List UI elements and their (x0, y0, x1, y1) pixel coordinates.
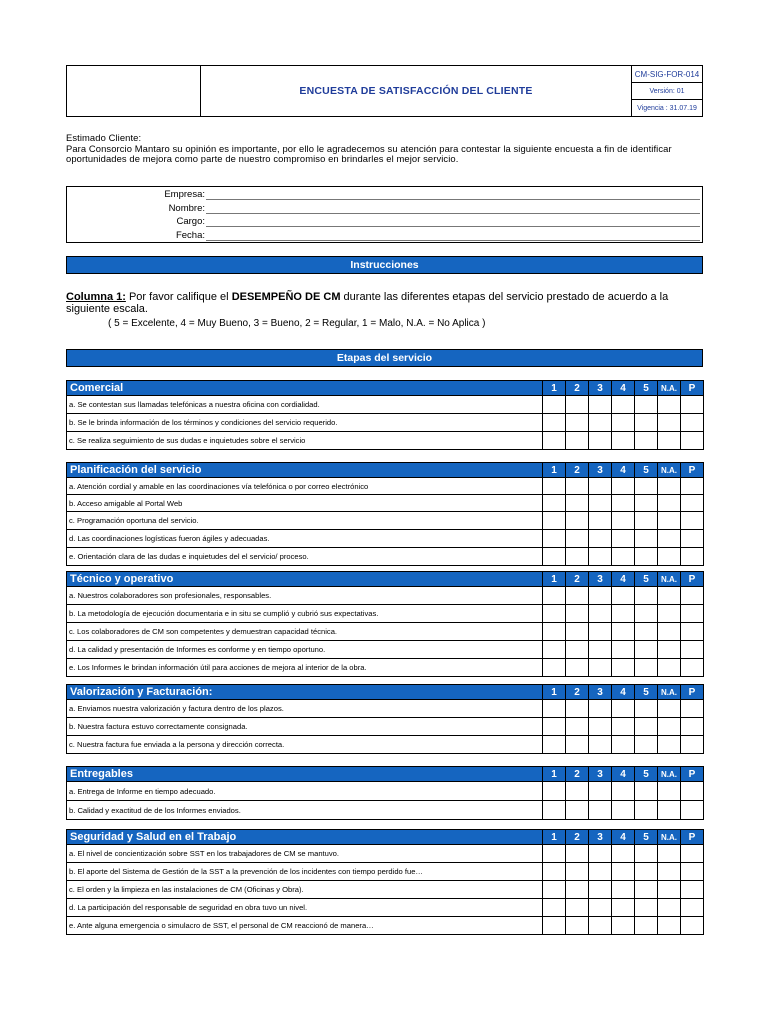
rating-cell[interactable] (658, 495, 681, 512)
rating-cell[interactable] (658, 736, 681, 754)
question-row (67, 512, 704, 530)
rating-cell[interactable] (589, 881, 612, 899)
rating-cell[interactable] (612, 512, 635, 530)
rating-cell[interactable] (612, 917, 635, 935)
rating-cell[interactable] (612, 736, 635, 754)
rating-cell[interactable] (681, 478, 704, 495)
client-label: Nombre: (168, 203, 205, 214)
rating-cell[interactable] (566, 881, 589, 899)
rating-cell[interactable] (658, 548, 681, 566)
rating-cell[interactable] (658, 863, 681, 881)
rating-cell[interactable] (635, 478, 658, 495)
rating-column-header: N.A. (658, 685, 681, 700)
rating-column-header: 1 (543, 572, 566, 587)
section-name: Seguridad y Salud en el Trabajo (67, 830, 543, 845)
rating-column-header: 5 (635, 381, 658, 396)
rating-cell[interactable] (635, 530, 658, 548)
rating-cell[interactable] (612, 782, 635, 801)
rating-cell[interactable] (658, 659, 681, 677)
rating-cell[interactable] (658, 605, 681, 623)
question-row (67, 432, 704, 450)
question-text: c. Programación oportuna del servicio. (67, 512, 543, 530)
rating-column-header: P (681, 685, 704, 700)
rating-cell[interactable] (635, 396, 658, 414)
form-header (66, 65, 703, 117)
section-header-row (67, 685, 704, 700)
rating-cell[interactable] (612, 659, 635, 677)
rating-cell[interactable] (681, 548, 704, 566)
rating-cell[interactable] (566, 605, 589, 623)
question-text: a. Nuestros colaboradores son profesionales, responsables. (67, 587, 543, 605)
section-name: Comercial (67, 381, 543, 396)
rating-column-header: 5 (635, 685, 658, 700)
client-label: Fecha: (175, 230, 205, 241)
rating-cell[interactable] (589, 782, 612, 801)
question-text: e. Orientación clara de las dudas e inquietudes del el servicio/ proceso. (67, 548, 543, 566)
question-text: d. La participación del responsable de seguridad en obra tuvo un nivel. (67, 899, 543, 917)
question-row (67, 530, 704, 548)
rating-cell[interactable] (681, 495, 704, 512)
question-row (67, 845, 704, 863)
rating-cell[interactable] (681, 414, 704, 432)
rating-column-header: 3 (589, 572, 612, 587)
rating-cell[interactable] (566, 863, 589, 881)
rating-cell[interactable] (566, 495, 589, 512)
client-label: Cargo: (176, 216, 205, 227)
section-name: Técnico y operativo (67, 572, 543, 587)
rating-cell[interactable] (681, 881, 704, 899)
rating-cell[interactable] (612, 605, 635, 623)
rating-column-header: 4 (612, 685, 635, 700)
question-row (67, 641, 704, 659)
rating-cell[interactable] (589, 801, 612, 820)
question-text: d. Las coordinaciones logísticas fueron ágiles y adecuadas. (67, 530, 543, 548)
rating-cell[interactable] (612, 845, 635, 863)
rating-cell[interactable] (612, 863, 635, 881)
question-text: b. Acceso amigable al Portal Web (67, 495, 543, 512)
question-text: a. Se contestan sus llamadas telefónicas a nuestra oficina con cordialidad. (67, 396, 543, 414)
rating-cell[interactable] (566, 845, 589, 863)
rating-column-header: 4 (612, 767, 635, 782)
client-label: Empresa: (164, 189, 205, 200)
question-row (67, 917, 704, 935)
rating-column-header: 3 (589, 830, 612, 845)
rating-cell[interactable] (543, 414, 566, 432)
rating-column-header: 2 (566, 572, 589, 587)
rating-cell[interactable] (635, 782, 658, 801)
question-text: e. Ante alguna emergencia o simulacro de SST, el personal de CM reaccionó de manera… (67, 917, 543, 935)
question-row (67, 700, 704, 718)
rating-column-header: 3 (589, 685, 612, 700)
question-text: d. La calidad y presentación de Informes es conforme y en tiempo oportuno. (67, 641, 543, 659)
question-text: a. Enviamos nuestra valorización y factura dentro de los plazos. (67, 700, 543, 718)
column1-instructions (66, 291, 706, 315)
rating-cell[interactable] (635, 881, 658, 899)
rating-cell[interactable] (612, 801, 635, 820)
rating-cell[interactable] (658, 782, 681, 801)
rating-cell[interactable] (635, 605, 658, 623)
rating-column-header: 3 (589, 463, 612, 478)
rating-cell[interactable] (589, 700, 612, 718)
rating-cell[interactable] (566, 432, 589, 450)
rating-cell[interactable] (612, 530, 635, 548)
rating-cell[interactable] (635, 587, 658, 605)
rating-cell[interactable] (612, 881, 635, 899)
logo-placeholder (67, 66, 201, 116)
rating-cell[interactable] (543, 495, 566, 512)
section-table (66, 571, 704, 677)
rating-cell[interactable] (681, 432, 704, 450)
intro-body: Para Consorcio Mantaro su opinión es importante, por ello le agradecemos su atención para contestar la siguiente encuesta a fin de identificar oportunidades de mejora como parte de nuestro compromiso en brindarles el mejor servicio. (66, 142, 672, 165)
rating-cell[interactable] (589, 587, 612, 605)
rating-cell[interactable] (566, 512, 589, 530)
rating-cell[interactable] (566, 396, 589, 414)
section-table (66, 684, 704, 754)
question-text: a. Atención cordial y amable en las coordinaciones vía telefónica o por correo electrónico (67, 478, 543, 495)
rating-cell[interactable] (589, 718, 612, 736)
rating-column-header: P (681, 463, 704, 478)
rating-column-header: 1 (543, 830, 566, 845)
column1-text-before: Por favor califique el (125, 291, 232, 303)
rating-cell[interactable] (635, 718, 658, 736)
rating-column-header: 2 (566, 381, 589, 396)
rating-column-header: 5 (635, 572, 658, 587)
intro-greeting: Estimado Cliente: (66, 132, 142, 143)
rating-cell[interactable] (681, 917, 704, 935)
rating-column-header: 2 (566, 463, 589, 478)
rating-column-header: 3 (589, 381, 612, 396)
rating-cell[interactable] (658, 641, 681, 659)
rating-cell[interactable] (589, 659, 612, 677)
section-header-row (67, 381, 704, 396)
section-name: Planificación del servicio (67, 463, 543, 478)
rating-cell[interactable] (566, 917, 589, 935)
rating-cell[interactable] (612, 478, 635, 495)
rating-column-header: 5 (635, 463, 658, 478)
rating-cell[interactable] (681, 396, 704, 414)
instructions-bar: Instrucciones (66, 256, 703, 274)
rating-cell[interactable] (681, 863, 704, 881)
rating-cell[interactable] (658, 512, 681, 530)
rating-cell[interactable] (681, 530, 704, 548)
rating-cell[interactable] (589, 605, 612, 623)
question-row (67, 495, 704, 512)
rating-cell[interactable] (635, 736, 658, 754)
rating-column-header: 1 (543, 463, 566, 478)
rating-cell[interactable] (543, 530, 566, 548)
section-header-row (67, 767, 704, 782)
rating-cell[interactable] (658, 530, 681, 548)
role-field-line[interactable] (206, 226, 700, 227)
rating-cell[interactable] (658, 587, 681, 605)
question-row (67, 863, 704, 881)
rating-cell[interactable] (681, 801, 704, 820)
form-code: CM-SIG-FOR-014 (631, 66, 702, 83)
rating-cell[interactable] (566, 548, 589, 566)
rating-column-header: 1 (543, 685, 566, 700)
rating-cell[interactable] (612, 623, 635, 641)
rating-cell[interactable] (543, 718, 566, 736)
rating-column-header: 4 (612, 572, 635, 587)
question-row (67, 801, 704, 820)
date-field-line[interactable] (206, 240, 700, 241)
rating-column-header: N.A. (658, 381, 681, 396)
rating-scale-legend: ( 5 = Excelente, 4 = Muy Bueno, 3 = Bueno, 2 = Regular, 1 = Malo, N.A. = No Aplica ) (108, 318, 486, 329)
rating-cell[interactable] (681, 659, 704, 677)
rating-cell[interactable] (658, 396, 681, 414)
rating-column-header: 3 (589, 767, 612, 782)
rating-cell[interactable] (589, 478, 612, 495)
rating-cell[interactable] (543, 881, 566, 899)
client-row-name[interactable] (67, 202, 702, 215)
rating-cell[interactable] (658, 623, 681, 641)
rating-cell[interactable] (543, 845, 566, 863)
rating-column-header: 4 (612, 830, 635, 845)
rating-cell[interactable] (635, 641, 658, 659)
rating-cell[interactable] (589, 548, 612, 566)
rating-cell[interactable] (566, 899, 589, 917)
rating-cell[interactable] (589, 495, 612, 512)
rating-cell[interactable] (543, 782, 566, 801)
rating-cell[interactable] (658, 845, 681, 863)
rating-cell[interactable] (566, 530, 589, 548)
client-row-date[interactable] (67, 229, 702, 242)
rating-column-header: 5 (635, 767, 658, 782)
rating-cell[interactable] (658, 881, 681, 899)
question-text: b. El aporte del Sistema de Gestión de la SST a la prevención de los incidentes con tiempo perdido fue… (67, 863, 543, 881)
rating-cell[interactable] (635, 801, 658, 820)
rating-cell[interactable] (566, 718, 589, 736)
question-text: c. Los colaboradores de CM son competentes y demuestran capacidad técnica. (67, 623, 543, 641)
rating-cell[interactable] (543, 899, 566, 917)
column1-emphasis: DESEMPEÑO DE CM (231, 291, 341, 303)
rating-cell[interactable] (635, 414, 658, 432)
rating-cell[interactable] (543, 659, 566, 677)
rating-cell[interactable] (612, 432, 635, 450)
rating-cell[interactable] (543, 587, 566, 605)
section-header-row (67, 572, 704, 587)
rating-cell[interactable] (635, 659, 658, 677)
rating-cell[interactable] (543, 548, 566, 566)
rating-cell[interactable] (589, 845, 612, 863)
rating-cell[interactable] (543, 801, 566, 820)
rating-cell[interactable] (635, 899, 658, 917)
rating-cell[interactable] (681, 623, 704, 641)
rating-cell[interactable] (566, 736, 589, 754)
stages-bar: Etapas del servicio (66, 349, 703, 367)
question-text: b. Se le brinda información de los términos y condiciones del servicio requerido. (67, 414, 543, 432)
question-row (67, 548, 704, 566)
section-table (66, 766, 704, 820)
rating-cell[interactable] (635, 700, 658, 718)
section-header-row (67, 830, 704, 845)
question-row (67, 414, 704, 432)
rating-cell[interactable] (612, 396, 635, 414)
rating-cell[interactable] (658, 432, 681, 450)
client-row-role[interactable] (67, 215, 702, 228)
rating-cell[interactable] (612, 718, 635, 736)
rating-column-header: N.A. (658, 572, 681, 587)
form-version: Versión: 01 (631, 83, 702, 100)
rating-column-header: 4 (612, 381, 635, 396)
column1-label: Columna 1: (66, 291, 126, 303)
company-field-line[interactable] (206, 199, 700, 200)
rating-column-header: N.A. (658, 830, 681, 845)
rating-cell[interactable] (635, 548, 658, 566)
rating-cell[interactable] (589, 899, 612, 917)
rating-cell[interactable] (566, 587, 589, 605)
question-row (67, 659, 704, 677)
rating-cell[interactable] (543, 917, 566, 935)
rating-cell[interactable] (658, 899, 681, 917)
question-text: a. El nivel de concientización sobre SST en los trabajadores de CM se mantuvo. (67, 845, 543, 863)
rating-cell[interactable] (635, 863, 658, 881)
rating-cell[interactable] (612, 414, 635, 432)
rating-cell[interactable] (658, 917, 681, 935)
question-text: a. Entrega de Informe en tiempo adecuado. (67, 782, 543, 801)
question-row (67, 782, 704, 801)
rating-cell[interactable] (589, 530, 612, 548)
rating-cell[interactable] (566, 641, 589, 659)
section-table (66, 829, 704, 935)
rating-column-header: P (681, 572, 704, 587)
rating-column-header: P (681, 381, 704, 396)
question-text: b. La metodología de ejecución documentaria e in situ se cumplió y cubrió sus expectativas. (67, 605, 543, 623)
rating-cell[interactable] (658, 478, 681, 495)
rating-cell[interactable] (543, 623, 566, 641)
question-row (67, 396, 704, 414)
rating-cell[interactable] (681, 641, 704, 659)
rating-cell[interactable] (543, 512, 566, 530)
rating-cell[interactable] (589, 736, 612, 754)
rating-cell[interactable] (658, 700, 681, 718)
rating-column-header: 2 (566, 830, 589, 845)
rating-cell[interactable] (635, 623, 658, 641)
rating-cell[interactable] (566, 623, 589, 641)
section-name: Valorización y Facturación: (67, 685, 543, 700)
intro-text (66, 133, 706, 165)
rating-cell[interactable] (543, 641, 566, 659)
rating-cell[interactable] (612, 899, 635, 917)
question-row (67, 478, 704, 495)
question-row (67, 605, 704, 623)
client-row-company[interactable] (67, 188, 702, 201)
rating-cell[interactable] (681, 587, 704, 605)
rating-cell[interactable] (589, 414, 612, 432)
section-name: Entregables (67, 767, 543, 782)
column1-text-after: durante las diferentes etapas del servicio prestado de acuerdo a la siguiente escala. (66, 291, 669, 315)
rating-cell[interactable] (612, 587, 635, 605)
rating-cell[interactable] (543, 700, 566, 718)
rating-cell[interactable] (681, 605, 704, 623)
rating-cell[interactable] (543, 432, 566, 450)
rating-cell[interactable] (589, 863, 612, 881)
question-text: b. Calidad y exactitud de de los Informes enviados. (67, 801, 543, 820)
rating-column-header: N.A. (658, 767, 681, 782)
rating-cell[interactable] (635, 917, 658, 935)
rating-cell[interactable] (635, 495, 658, 512)
rating-cell[interactable] (589, 432, 612, 450)
rating-cell[interactable] (612, 700, 635, 718)
rating-cell[interactable] (589, 623, 612, 641)
rating-cell[interactable] (543, 736, 566, 754)
rating-cell[interactable] (566, 700, 589, 718)
rating-cell[interactable] (681, 718, 704, 736)
rating-column-header: 1 (543, 381, 566, 396)
rating-cell[interactable] (589, 512, 612, 530)
rating-cell[interactable] (589, 396, 612, 414)
section-table (66, 380, 704, 450)
question-row (67, 881, 704, 899)
rating-column-header: 2 (566, 685, 589, 700)
rating-cell[interactable] (635, 845, 658, 863)
name-field-line[interactable] (206, 213, 700, 214)
rating-column-header: P (681, 767, 704, 782)
rating-cell[interactable] (566, 478, 589, 495)
rating-column-header: P (681, 830, 704, 845)
rating-cell[interactable] (681, 512, 704, 530)
rating-cell[interactable] (681, 736, 704, 754)
question-text: c. Se realiza seguimiento de sus dudas e inquietudes sobre el servicio (67, 432, 543, 450)
rating-cell[interactable] (589, 917, 612, 935)
section-table (66, 462, 704, 566)
rating-cell[interactable] (658, 801, 681, 820)
question-row (67, 587, 704, 605)
rating-cell[interactable] (681, 782, 704, 801)
rating-cell[interactable] (566, 782, 589, 801)
rating-cell[interactable] (681, 700, 704, 718)
rating-cell[interactable] (566, 414, 589, 432)
rating-column-header: 5 (635, 830, 658, 845)
rating-cell[interactable] (566, 659, 589, 677)
rating-cell[interactable] (543, 863, 566, 881)
rating-cell[interactable] (658, 718, 681, 736)
rating-cell[interactable] (612, 641, 635, 659)
rating-cell[interactable] (658, 414, 681, 432)
question-text: e. Los Informes le brindan información útil para acciones de mejora al interior de la obra. (67, 659, 543, 677)
rating-cell[interactable] (589, 641, 612, 659)
rating-cell[interactable] (635, 512, 658, 530)
rating-cell[interactable] (681, 845, 704, 863)
form-title: ENCUESTA DE SATISFACCIÓN DEL CLIENTE (299, 85, 533, 97)
question-text: b. Nuestra factura estuvo correctamente consignada. (67, 718, 543, 736)
question-row (67, 623, 704, 641)
question-row (67, 718, 704, 736)
rating-cell[interactable] (543, 605, 566, 623)
question-text: c. El orden y la limpieza en las instalaciones de CM (Oficinas y Obra). (67, 881, 543, 899)
rating-cell[interactable] (681, 899, 704, 917)
rating-cell[interactable] (566, 801, 589, 820)
rating-column-header: 2 (566, 767, 589, 782)
rating-cell[interactable] (543, 396, 566, 414)
rating-cell[interactable] (612, 548, 635, 566)
rating-cell[interactable] (543, 478, 566, 495)
question-row (67, 899, 704, 917)
section-header-row (67, 463, 704, 478)
rating-column-header: 1 (543, 767, 566, 782)
rating-column-header: 4 (612, 463, 635, 478)
form-validity: Vigencia : 31.07.19 (631, 100, 702, 116)
rating-column-header: N.A. (658, 463, 681, 478)
rating-cell[interactable] (635, 432, 658, 450)
question-row (67, 736, 704, 754)
rating-cell[interactable] (612, 495, 635, 512)
question-text: c. Nuestra factura fue enviada a la persona y dirección correcta. (67, 736, 543, 754)
client-info-box (66, 186, 703, 243)
